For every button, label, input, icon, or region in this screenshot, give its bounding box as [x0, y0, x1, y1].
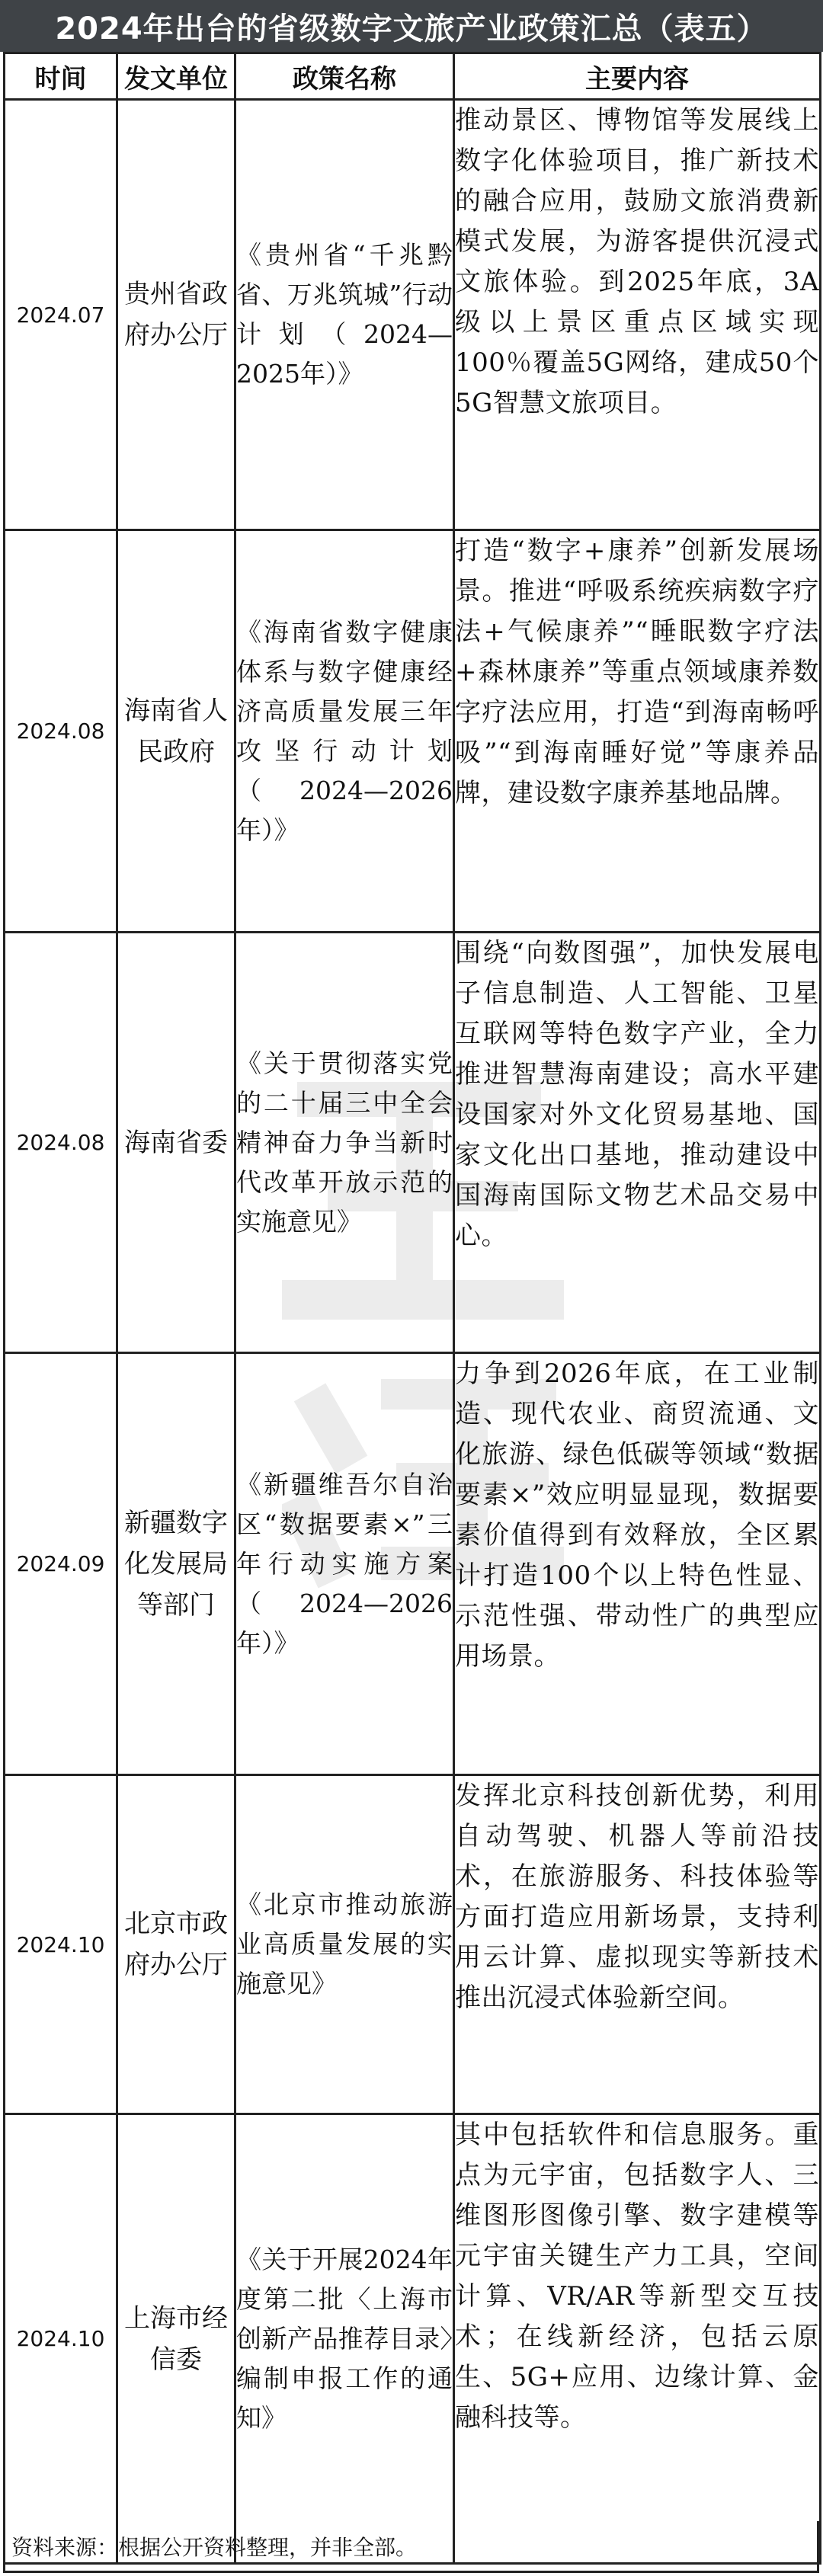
cell-unit: 海南省委	[117, 933, 235, 1353]
cell-time: 2024.08	[5, 530, 117, 933]
cell-unit: 海南省人民政府	[117, 530, 235, 933]
cell-content: 打造“数字+康养”创新发展场景。推进“呼吸系统疾病数字疗法+气候康养”“睡眠数字疗法+森林康养”等重点领域康养数字疗法应用，打造“到海南畅呼吸”“到海南睡好觉”等康养品牌，建设数字康养基地品牌。	[454, 530, 821, 933]
table-row	[5, 530, 821, 933]
table-row	[5, 933, 821, 1353]
cell-unit: 北京市政府办公厅	[117, 1775, 235, 2114]
table-row	[5, 2114, 821, 2564]
cell-policy-name: 《关于贯彻落实党的二十届三中全会精神奋力争当新时代改革开放示范的实施意见》	[235, 933, 454, 1353]
cell-policy-name: 《海南省数字健康体系与数字健康经济高质量发展三年攻坚行动计划（2024—2026年）》	[235, 530, 454, 933]
policy-table	[3, 52, 821, 2565]
cell-unit: 新疆数字化发展局等部门	[117, 1353, 235, 1775]
cell-policy-name: 《新疆维吾尔自治区“数据要素×”三年行动实施方案（2024—2026年）》	[235, 1353, 454, 1775]
cell-unit: 贵州省政府办公厅	[117, 100, 235, 530]
cell-time: 2024.08	[5, 933, 117, 1353]
cell-time: 2024.09	[5, 1353, 117, 1775]
table-row	[5, 1353, 821, 1775]
cell-policy-name: 《北京市推动旅游业高质量发展的实施意见》	[235, 1775, 454, 2114]
header-unit: 发文单位	[117, 53, 235, 100]
header-content: 主要内容	[454, 53, 821, 100]
cell-content: 发挥北京科技创新优势，利用自动驾驶、机器人等前沿技术，在旅游服务、科技体验等方面打造应用新场景，支持利用云计算、虚拟现实等新技术推出沉浸式体验新空间。	[454, 1775, 821, 2114]
cell-content: 推动景区、博物馆等发展线上数字化体验项目，推广新技术的融合应用，鼓励文旅消费新模式发展，为游客提供沉浸式文旅体验。到2025年底，3A级以上景区重点区域实现100％覆盖5G网络，建成50个5G智慧文旅项目。	[454, 100, 821, 530]
table-row	[5, 100, 821, 530]
header-name: 政策名称	[235, 53, 454, 100]
cell-policy-name: 《贵州省“千兆黔省、万兆筑城”行动计划（2024—2025年）》	[235, 100, 454, 530]
header-time: 时间	[5, 53, 117, 100]
cell-content: 力争到2026年底，在工业制造、现代农业、商贸流通、文化旅游、绿色低碳等领域“数据要素×”效应明显显现，数据要素价值得到有效释放，全区累计打造100个以上特色性显、示范性强、带动性广的典型应用场景。	[454, 1353, 821, 1775]
cell-time: 2024.10	[5, 1775, 117, 2114]
table-body	[5, 100, 821, 2564]
table-title: 2024年出台的省级数字文旅产业政策汇总（表五）	[0, 0, 823, 52]
source-note: 资料来源：根据公开资料整理，并非全部。	[3, 2521, 819, 2573]
cell-content: 其中包括软件和信息服务。重点为元宇宙，包括数字人、三维图形图像引擎、数字建模等元宇宙关键生产力工具，空间计算、VR/AR等新型交互技术；在线新经济，包括云原生、5G+应用、边缘计算、金融科技等。	[454, 2114, 821, 2564]
cell-content: 围绕“向数图强”，加快发展电子信息制造、人工智能、卫星互联网等特色数字产业，全力推进智慧海南建设；高水平建设国家对外文化贸易基地、国家文化出口基地，推动建设中国海南国际文物艺术品交易中心。	[454, 933, 821, 1353]
cell-unit: 上海市经信委	[117, 2114, 235, 2564]
cell-time: 2024.10	[5, 2114, 117, 2564]
cell-policy-name: 《关于开展2024年度第二批〈上海市创新产品推荐目录〉编制申报工作的通知》	[235, 2114, 454, 2564]
cell-time: 2024.07	[5, 100, 117, 530]
table-row	[5, 1775, 821, 2114]
table-header	[5, 53, 821, 100]
